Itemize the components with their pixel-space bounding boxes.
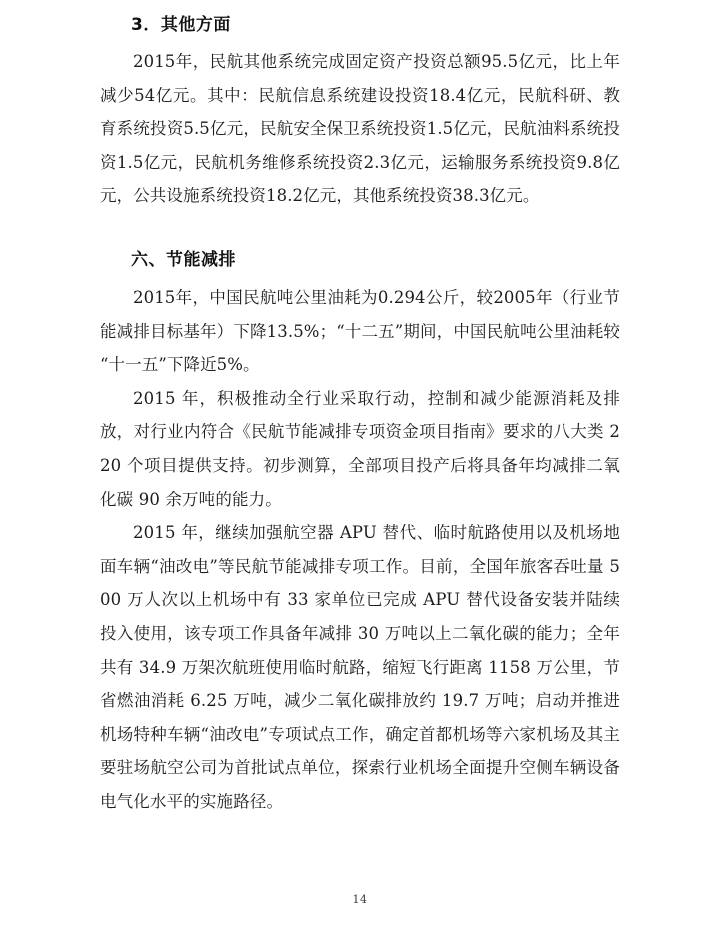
page-number: 14 — [352, 893, 368, 906]
paragraph-energy-saving-2: 2015 年，积极推动全行业采取行动，控制和减少能源消耗及排放，对行业内符合《民航节能减排专项资金项目指南》要求的八大类 220 个项目提供支持。初步测算，全部项目投产后将具备年均减排二氧化碳 90 余万吨的能力。 — [100, 388, 620, 509]
section-heading-other-aspects: 3．其他方面 — [131, 15, 231, 35]
page-content — [100, 0, 620, 818]
section-heading-energy-saving: 六、节能减排 — [131, 249, 236, 270]
section-spacer — [100, 213, 620, 235]
paragraph-energy-saving-3: 2015 年，继续加强航空器 APU 替代、临时航路使用以及机场地面车辆“油改电”等民航节能减排专项工作。目前，全国年旅客吞吐量 500 万人次以上机场中有 33 家单位已完成 APU 替代设备安装并陆续投入使用，该专项工作具备年减排 30 万吨以上二氧化碳的能力；全年共有 34.9 万架次航班使用临时航路，缩短飞行距离 1158 万公里，节省燃油消耗 6.25 万吨，减少二氧化碳排放约 19.7 万吨；启动并推进机场特种车辆“油改电”专项试点工作，确定首都机场等六家机场及其主要驻场航空公司为首批试点单位，探索行业机场全面提升空侧车辆设备电气化水平的实施路径。 — [100, 523, 620, 811]
paragraph-other-aspects-1: 2015年，民航其他系统完成固定资产投资总额95.5亿元，比上年减少54亿元。其中：民航信息系统建设投资18.4亿元，民航科研、教育系统投资5.5亿元，民航安全保卫系统投资1.5亿元，民航油料系统投资1.5亿元，民航机务维修系统投资2.3亿元，运输服务系统投资9.8亿元，公共设施系统投资18.2亿元，其他系统投资38.3亿元。 — [100, 52, 620, 206]
paragraph-energy-saving-1: 2015年，中国民航吨公里油耗为0.294公斤，较2005年（行业节能减排目标基年）下降13.5%；“十二五”期间，中国民航吨公里油耗较“十一五”下降近5%。 — [100, 287, 620, 375]
